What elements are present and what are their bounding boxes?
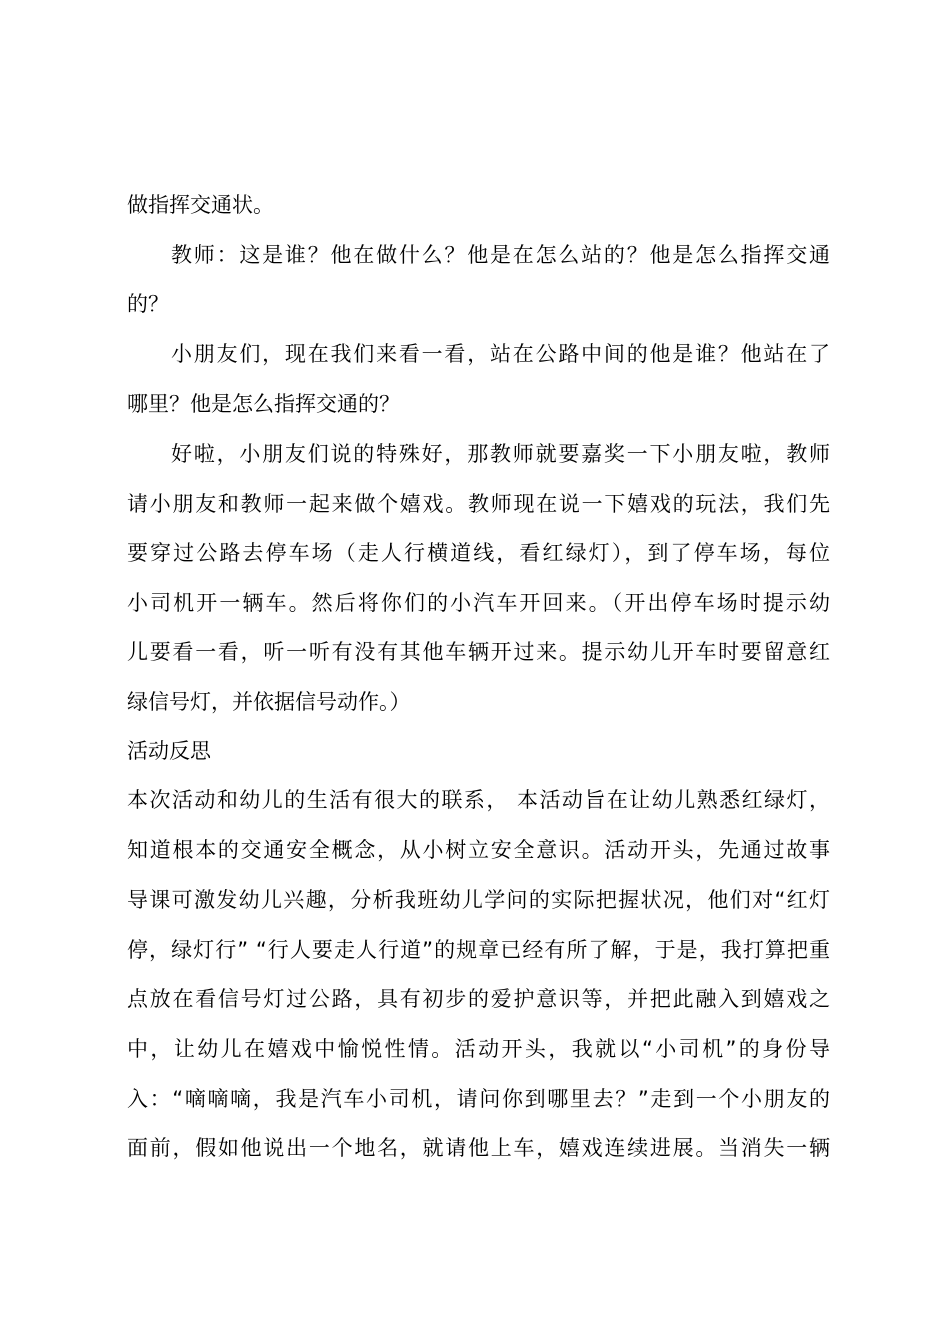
text-line: 绿信号灯，并依据信号动作。） — [127, 690, 411, 714]
text-line: 好啦，小朋友们说的特殊好，那教师就要嘉奖一下小朋友啦，教师 — [171, 442, 830, 466]
text-line: 做指挥交通状。 — [127, 193, 274, 217]
text-line: 教师：这是谁？他在做什么？他是在怎么站的？他是怎么指挥交通 — [171, 243, 830, 267]
text-line: 停，绿灯行” “行人要走人行道”的规章已经有所了解，于是，我打算把重 — [127, 938, 830, 962]
text-line: 点放在看信号灯过公路，具有初步的爱护意识等，并把此融入到嬉戏之 — [127, 987, 830, 1011]
text-line: 小朋友们，现在我们来看一看，站在公路中间的他是谁？他站在了 — [171, 342, 830, 366]
text-line: 要穿过公路去停车场（走人行横道线，看红绿灯），到了停车场，每位 — [127, 541, 830, 565]
text-line: 的？ — [127, 292, 169, 316]
text-line: 中，让幼儿在嬉戏中愉悦性情。活动开头，我就以“小司机”的身份导 — [127, 1037, 830, 1061]
text-line: 本次活动和幼儿的生活有很大的联系， 本活动旨在让幼儿熟悉红绿灯， — [127, 788, 830, 812]
text-line: 儿要看一看，听一听有没有其他车辆开过来。提示幼儿开车时要留意红 — [127, 640, 830, 664]
text-line: 面前，假如他说出一个地名，就请他上车，嬉戏连续进展。当消失一辆 — [127, 1136, 830, 1160]
text-line: 小司机开一辆车。然后将你们的小汽车开回来。（开出停车场时提示幼 — [127, 591, 830, 615]
text-line: 请小朋友和教师一起来做个嬉戏。教师现在说一下嬉戏的玩法，我们先 — [127, 492, 830, 516]
text-line: 知道根本的交通安全概念，从小树立安全意识。活动开头，先通过故事 — [127, 838, 830, 862]
section-heading: 活动反思 — [127, 739, 211, 763]
text-line: 哪里？他是怎么指挥交通的？ — [127, 392, 400, 416]
text-line: 入：“嘀嘀嘀，我是汽车小司机，请问你到哪里去？”走到一个小朋友的 — [127, 1087, 830, 1111]
text-line: 导课可激发幼儿兴趣，分析我班幼儿学问的实际把握状况，他们对“红灯 — [127, 888, 830, 912]
